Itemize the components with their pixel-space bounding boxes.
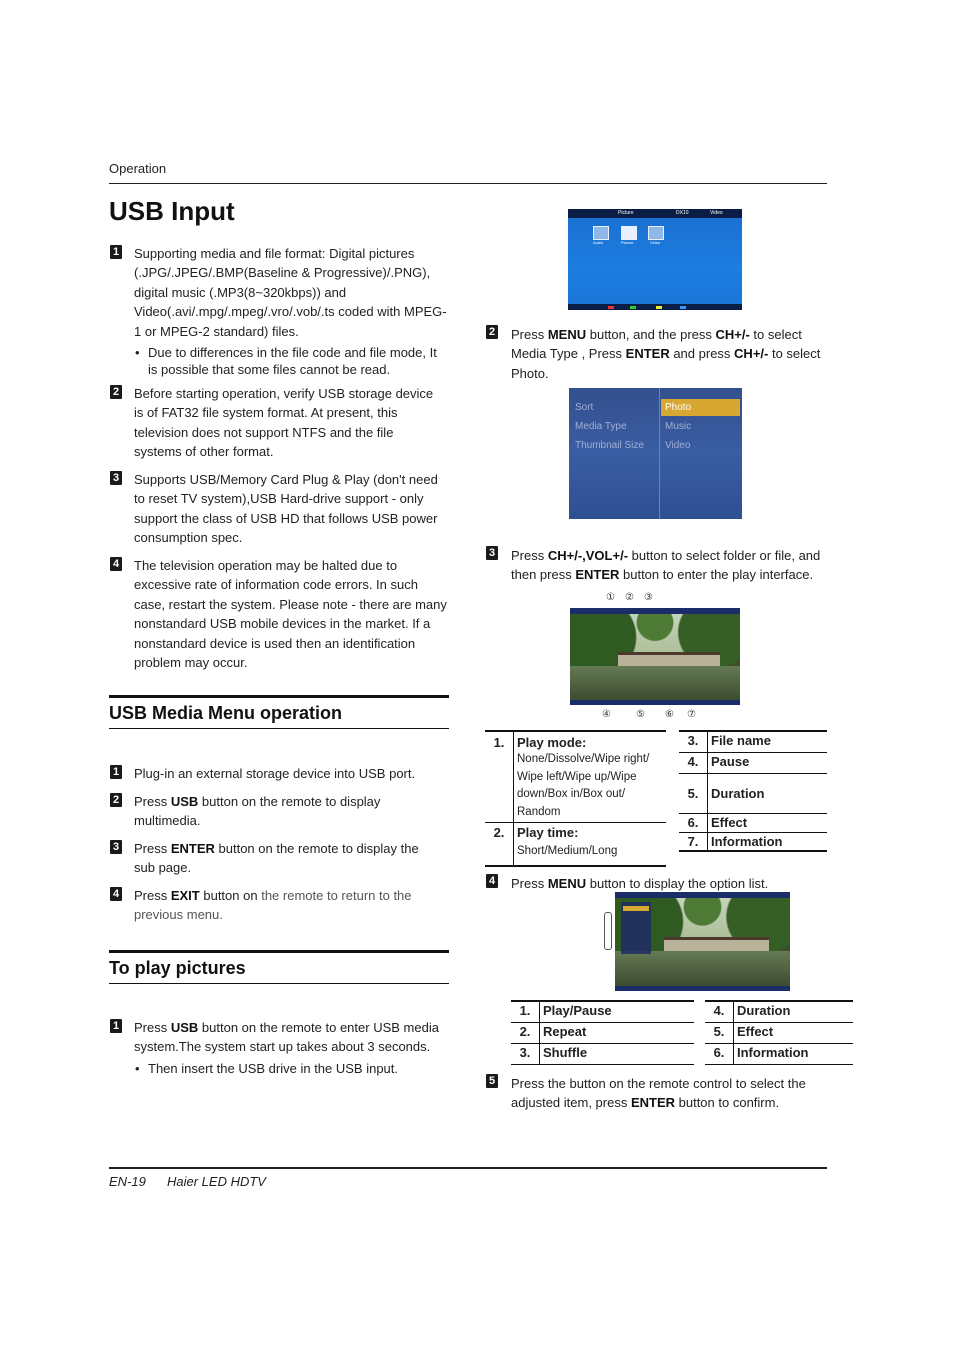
bullet-note: • Due to differences in the file code and file mode, It is possible that some files cannot be read. (135, 345, 437, 377)
product-name: Haier LED HDTV (167, 1174, 266, 1189)
section-label: Operation (109, 161, 167, 176)
step-number: 1 (110, 765, 122, 779)
row-number: 5. (679, 773, 708, 813)
row-number: 4. (705, 1001, 734, 1022)
tab-label: Video (710, 210, 723, 216)
header-rule (109, 183, 827, 184)
media-menu-heading: USB Media Menu operation (109, 695, 449, 729)
step-number: 4 (110, 887, 122, 901)
play-options-table (485, 730, 666, 867)
icon-label: Video (650, 240, 661, 245)
page-number: EN-19 (109, 1174, 146, 1189)
row-label: Duration (737, 1003, 791, 1018)
icon-label: Picture (621, 240, 634, 245)
tab-label: Picture (618, 210, 634, 216)
callout-marker: ② (625, 592, 634, 603)
step-text: Press MENU button, and the press CH+/- to select Media Type , Press ENTER and press CH+/- to select Photo. (511, 327, 821, 381)
row-number: 5. (705, 1022, 734, 1043)
item-number: 2 (110, 385, 122, 399)
row-number: 4. (679, 752, 708, 773)
row-label: Shuffle (543, 1044, 588, 1060)
row-label: Pause (711, 753, 750, 769)
row-desc: None/Dissolve/Wipe right/ Wipe left/Wipe up/Wipe down/Box in/Box out/ Random (517, 753, 650, 818)
menu-label: Sort (575, 402, 594, 413)
photo-playback-screenshot (570, 608, 740, 705)
step-text: Press CH+/-,VOL+/- button to select folder or file, and then press ENTER button to enter the play interface. (511, 548, 821, 583)
row-number: 1. (511, 1001, 540, 1022)
menu-label: Media Type (575, 421, 627, 432)
row-label: Effect (737, 1023, 774, 1039)
footer-rule (109, 1167, 827, 1169)
callout-marker: ① (606, 592, 615, 603)
item-text: Before starting operation, verify USB storage device is of FAT32 file system format. At present, this television does not support NTFS and the file systems of other format. (134, 386, 434, 460)
callout-marker: ④ (602, 709, 611, 720)
row-label: Information (737, 1044, 809, 1060)
item-number: 4 (110, 557, 122, 571)
row-label: Information (711, 833, 783, 849)
row-number: 7. (679, 832, 708, 851)
bullet-note: • Then insert the USB drive in the USB input. (135, 1061, 399, 1076)
option-list-table-right (705, 1000, 853, 1065)
row-number: 6. (705, 1043, 734, 1064)
callout-marker: ⑦ (687, 709, 696, 720)
tab-label: DX10 (676, 210, 689, 216)
step-text: Press EXIT button on the remote to return to the previous menu. (134, 888, 412, 923)
item-text: Supporting media and file format: Digital pictures (.JPG/.JPEG/.BMP(Baseline & Progressive)/.PNG), digital music (.MP3(8~320kbps)) and Video(.avi/.mpg/.mpeg/.vro/.vob/.ts coded with MPEG-1 or MPEG-2 standard) files. (134, 246, 447, 339)
step-number: 2 (486, 325, 498, 339)
menu-option: Photo (665, 402, 692, 413)
page-title: USB Input (109, 196, 235, 226)
row-label: Duration (711, 785, 765, 801)
callout-marker: ⑥ (665, 709, 674, 720)
row-label: File name (711, 733, 771, 748)
step-number: 3 (110, 840, 122, 854)
row-number: 3. (511, 1043, 540, 1064)
step-text: Press USB button on the remote to enter USB media system.The system start up takes about 3 seconds. (134, 1020, 439, 1055)
item-number: 3 (110, 471, 122, 485)
item-text: The television operation may be halted due to excessive rate of information code errors. In such case, restart the system. Please note - there are many nonstandard USB mobile devices in the market. If a nonstandard device is used then an identification problem may occur. (134, 558, 447, 671)
step-number: 4 (486, 874, 498, 888)
menu-option: Music (665, 421, 692, 432)
step-number: 1 (110, 1019, 122, 1033)
menu-option: Video (665, 440, 691, 451)
row-number: 1. (485, 731, 514, 823)
step-text: Press MENU button to display the option list. (511, 876, 769, 891)
row-label: Repeat (543, 1023, 587, 1039)
step-text: Press ENTER button on the remote to display the sub page. (134, 841, 419, 876)
row-label: Play mode: (517, 735, 587, 750)
row-label: Effect (711, 814, 748, 830)
row-number: 2. (511, 1022, 540, 1043)
step-text: Press USB button on the remote to display multimedia. (134, 794, 381, 829)
row-label: Play time: (517, 825, 579, 840)
menu-label: Thumbnail Size (575, 440, 644, 451)
play-info-table (679, 730, 827, 852)
usb-home-screenshot (568, 209, 742, 310)
row-desc: Short/Medium/Long (517, 845, 618, 857)
step-number: 3 (486, 546, 498, 560)
media-type-menu-screenshot (569, 388, 742, 519)
option-list-screenshot (615, 892, 790, 991)
option-list-table-left (511, 1000, 694, 1065)
callout-marker: ⑤ (636, 709, 645, 720)
step-number: 5 (486, 1074, 498, 1088)
row-number: 3. (679, 731, 708, 752)
step-text: Plug-in an external storage device into USB port. (134, 766, 416, 781)
row-number: 2. (485, 823, 514, 867)
row-label: Play/Pause (543, 1003, 612, 1018)
callout-marker: ③ (644, 592, 653, 603)
step-text: Press the button on the remote control to select the adjusted item, press ENTER button to confirm. (511, 1076, 806, 1111)
option-callouts (604, 912, 612, 950)
picture-icon (621, 226, 637, 240)
step-number: 2 (110, 793, 122, 807)
item-number: 1 (110, 245, 122, 259)
item-text: Supports USB/Memory Card Plug & Play (don't need to reset TV system),USB Hard-drive support - only support the class of USB HD that follows USB power consumption spec. (134, 472, 438, 546)
icon-label: Audio (593, 240, 604, 245)
audio-icon (593, 226, 609, 240)
video-icon (648, 226, 664, 240)
play-pictures-heading: To play pictures (109, 950, 449, 984)
row-number: 6. (679, 813, 708, 832)
